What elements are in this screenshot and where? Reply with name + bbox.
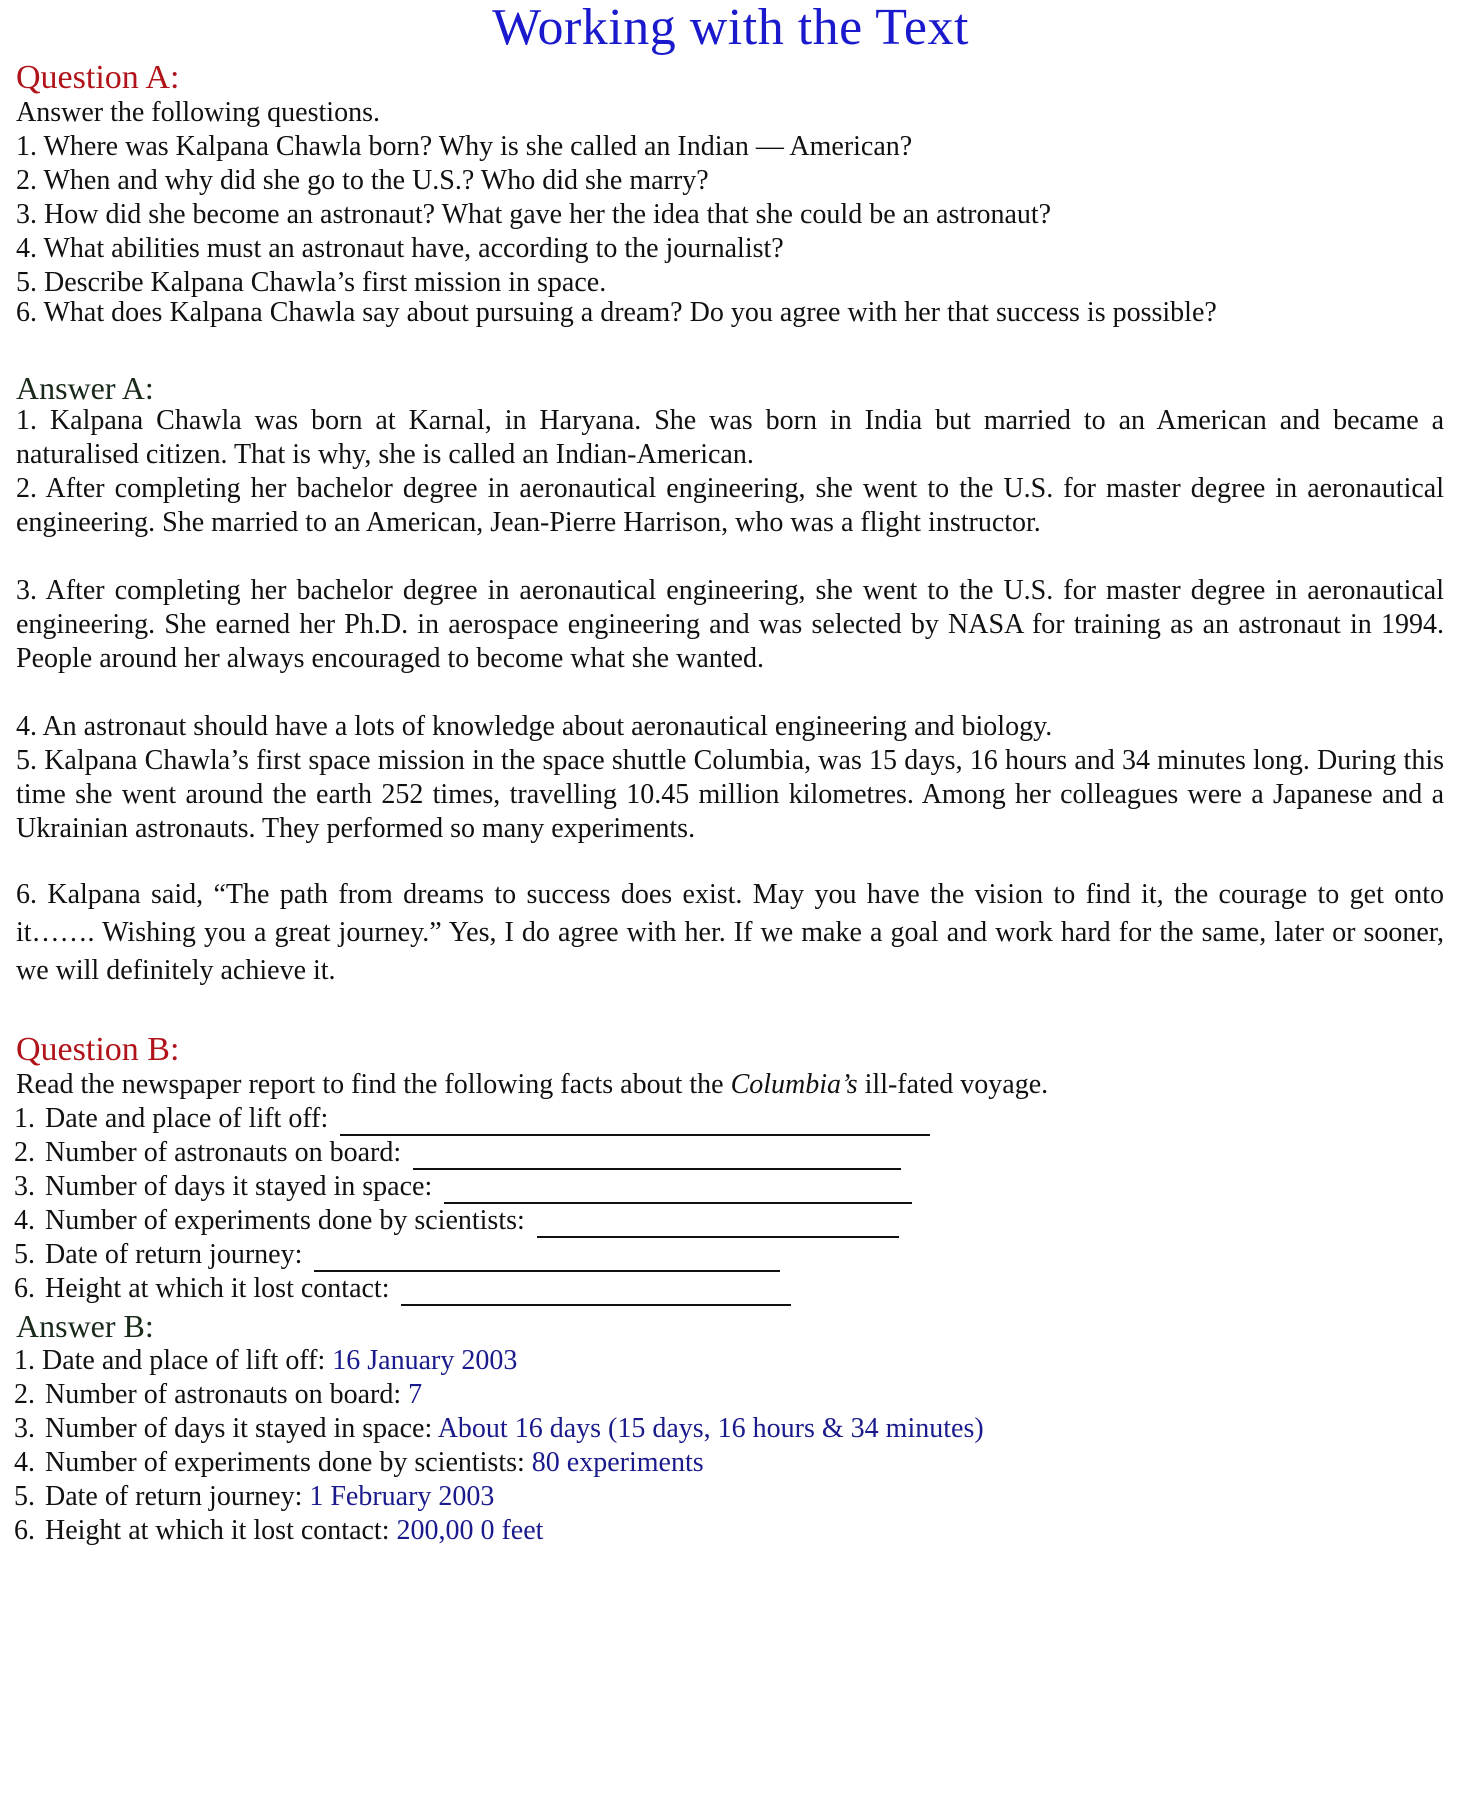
question-a-item-2: 2. When and why did she go to the U.S.? Who did she marry? (16, 165, 709, 196)
question-b-item-5 (14, 1238, 780, 1272)
answer-a-item-1: 1. Kalpana Chawla was born at Karnal, in Haryana. She was born in India but married to an American and became a naturalised citizen. That is why, she is called an Indian-American. (16, 405, 1444, 470)
item-number: 3. (14, 1413, 35, 1444)
question-b-intro-end: ill-fated voyage. (857, 1069, 1049, 1100)
answer-a-item-6: 6. Kalpana said, “The path from dreams to success does exist. May you have the vision to find it, the courage to get onto it……. Wishing you a great journey.” Yes, I do agree with her. If we make a goal and work hard for the same, later or sooner, we will definitely achieve it. (16, 879, 1444, 986)
item-label: Height at which it lost contact: (45, 1515, 390, 1546)
question-b-item-1 (14, 1102, 930, 1136)
item-number: 4. (14, 1447, 35, 1478)
question-a-item-4: 4. What abilities must an astronaut have, according to the journalist? (16, 233, 784, 264)
item-number: 2. (14, 1379, 35, 1410)
item-label: Number of experiments done by scientists: (45, 1205, 525, 1236)
answer-value: 80 experiments (531, 1447, 704, 1478)
question-b-item-6 (14, 1272, 791, 1306)
answer-blank-line[interactable] (413, 1142, 901, 1170)
answer-value: 1 February 2003 (309, 1481, 495, 1512)
answer-b-item-2 (14, 1378, 422, 1412)
item-label: Date and place of lift off: (45, 1103, 329, 1134)
answer-value: 7 (408, 1379, 423, 1410)
answer-a-item-5: 5. Kalpana Chawla’s first space mission in the space shuttle Columbia, was 15 days, 16 hours and 34 minutes long. During this time she went around the earth 252 times, travelling 10.45 million kilometres. Among her colleagues were a Japanese and a Ukrainian astronauts. They performed so many experiments. (16, 745, 1444, 844)
item-number: 6. (14, 1273, 35, 1304)
item-number: 6. (14, 1515, 35, 1546)
answer-blank-line[interactable] (444, 1176, 912, 1204)
answer-blank-line[interactable] (537, 1210, 899, 1238)
question-a-heading: Question A: (16, 59, 180, 96)
answer-value: 200,00 0 feet (396, 1515, 544, 1546)
item-label: Number of astronauts on board: (45, 1379, 402, 1410)
answer-a-item-2: 2. After completing her bachelor degree in aeronautical engineering, she went to the U.S. for master degree in aeronautical engineering. She married to an American, Jean-Pierre Harrison, who was a flight instructor. (16, 473, 1444, 538)
item-number: 1. (14, 1103, 35, 1134)
item-label: Date of return journey: (45, 1481, 303, 1512)
question-b-item-4 (14, 1204, 899, 1238)
item-label: Date of return journey: (45, 1239, 303, 1270)
question-a-item-3: 3. How did she become an astronaut? What gave her the idea that she could be an astronaut? (16, 199, 1052, 230)
answer-b-item-5 (14, 1480, 494, 1514)
answer-a-heading: Answer A: (16, 370, 154, 406)
question-b-intro (16, 1068, 1048, 1102)
answer-value: 16 January 2003 (332, 1345, 518, 1376)
answer-value: About 16 days (15 days, 16 hours & 34 minutes) (437, 1413, 984, 1444)
answer-blank-line[interactable] (340, 1108, 930, 1136)
item-label: Number of experiments done by scientists: (45, 1447, 525, 1478)
answer-a-item-3: 3. After completing her bachelor degree in aeronautical engineering, she went to the U.S. for master degree in aeronautical engineering. She earned her Ph.D. in aerospace engineering and was selected by NASA for training as an astronaut in 1994. People around her always encouraged to become what she wanted. (16, 575, 1444, 674)
question-a-item-6: 6. What does Kalpana Chawla say about pursuing a dream? Do you agree with her that success is possible? (16, 297, 1217, 328)
answer-blank-line[interactable] (314, 1244, 780, 1272)
answer-b-item-4 (14, 1446, 704, 1480)
item-label: Height at which it lost contact: (45, 1273, 390, 1304)
item-number: 3. (14, 1171, 35, 1202)
answer-b-heading: Answer B: (16, 1308, 154, 1344)
answer-b-item-3 (14, 1412, 984, 1446)
question-b-item-3 (14, 1170, 912, 1204)
item-number: 2. (14, 1137, 35, 1168)
question-b-item-2 (14, 1136, 901, 1170)
item-number: 5. (14, 1481, 35, 1512)
question-a-intro: Answer the following questions. (16, 97, 380, 128)
item-label: Date and place of lift off: (42, 1345, 326, 1376)
answer-b-item-6 (14, 1514, 543, 1548)
answer-blank-line[interactable] (401, 1278, 791, 1306)
question-b-intro-text: Read the newspaper report to find the following facts about the (16, 1069, 731, 1100)
answer-b-item-1 (14, 1344, 517, 1378)
item-label: Number of days it stayed in space: (45, 1413, 433, 1444)
item-number: 5. (14, 1239, 35, 1270)
question-b-heading: Question B: (16, 1031, 180, 1068)
question-b-intro-italic: Columbia’s (730, 1069, 858, 1100)
question-a-item-1: 1. Where was Kalpana Chawla born? Why is she called an Indian — American? (16, 131, 913, 162)
item-number: 1. (14, 1345, 35, 1376)
question-a-item-5: 5. Describe Kalpana Chawla’s first mission in space. (16, 267, 607, 298)
item-label: Number of days it stayed in space: (45, 1171, 433, 1202)
item-number: 4. (14, 1205, 35, 1236)
page-title: Working with the Text (492, 0, 969, 56)
answer-a-item-4: 4. An astronaut should have a lots of knowledge about aeronautical engineering and biology. (16, 711, 1053, 742)
item-label: Number of astronauts on board: (45, 1137, 402, 1168)
